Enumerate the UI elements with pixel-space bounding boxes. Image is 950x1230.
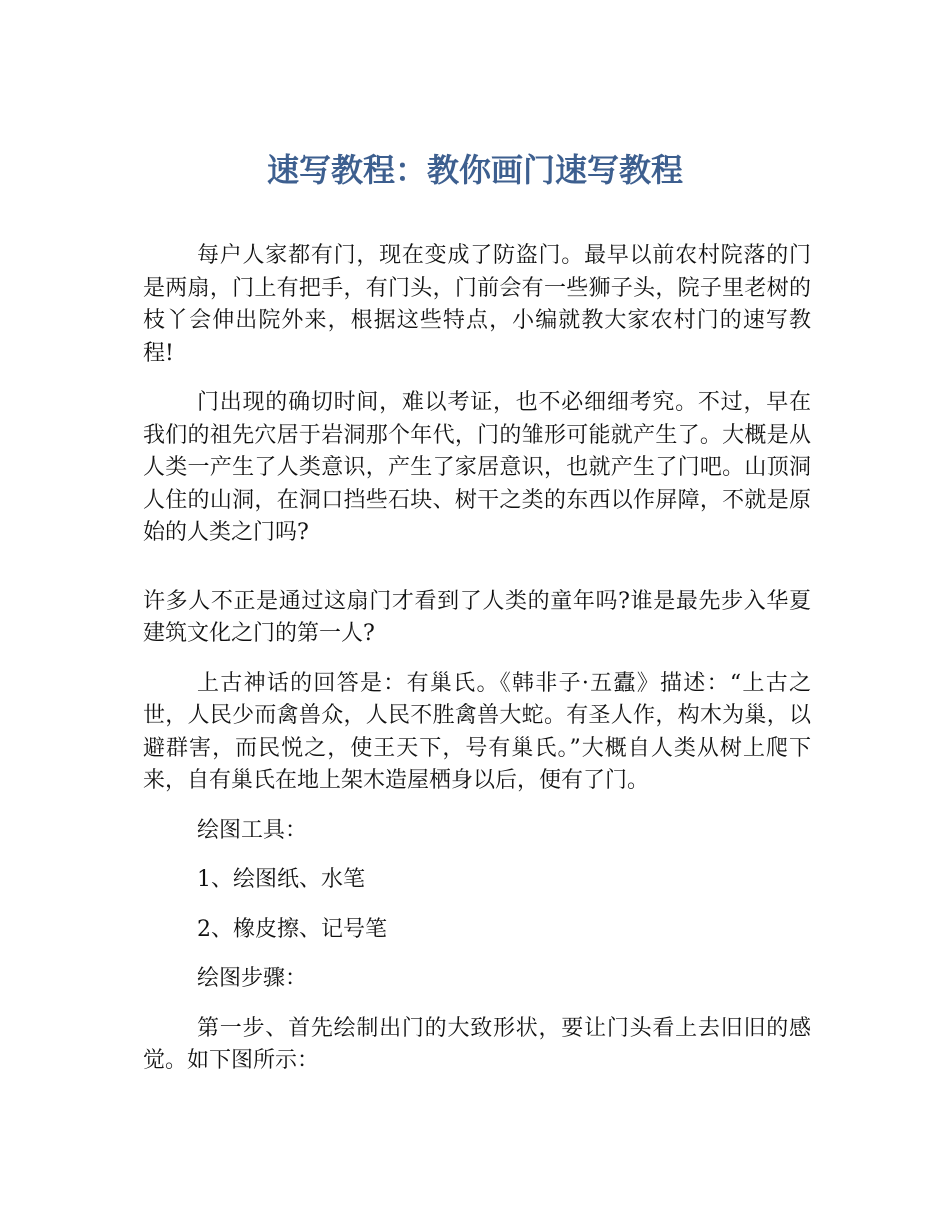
paragraph-door-origin: 门出现的确切时间，难以考证，也不必细细考究。不过，早在我们的祖先穴居于岩洞那个年代，门的雏形可能就产生了。大概是从人类一产生了人类意识，产生了家居意识，也就产生了门吧。山顶洞人住的山洞，在洞口挡些石块、树干之类的东西以作屏障，不就是原始的人类之门吗? bbox=[143, 390, 811, 545]
paragraph-question: 许多人不正是通过这扇门才看到了人类的童年吗?谁是最先步入华夏建筑文化之门的第一人? bbox=[143, 588, 811, 646]
steps-heading: 绘图步骤： bbox=[197, 966, 308, 991]
tool-item-2: 2、橡皮擦、记号笔 bbox=[197, 916, 387, 942]
article-body bbox=[143, 240, 811, 1095]
paragraph-youchao: 上古神话的回答是：有巢氏。《韩非子·五蠹》描述：“上古之世，人民少而禽兽众，人民不胜禽兽大蛇。有圣人作，构木为巢，以避群害，而民悦之，使王天下，号有巢氏。”大概自人类从树上爬下来，自有巢氏在地上架木造屋栖身以后，便有了门。 bbox=[143, 670, 811, 793]
tools-heading: 绘图工具： bbox=[197, 817, 308, 843]
step-1: 第一步、首先绘制出门的大致形状，要让门头看上去旧旧的感觉。如下图所示： bbox=[143, 1015, 811, 1073]
tool-item-1: 1、绘图纸、水笔 bbox=[197, 867, 365, 892]
paragraph-intro: 每户人家都有门，现在变成了防盗门。最早以前农村院落的门是两扇，门上有把手，有门头，门前会有一些狮子头，院子里老树的枝丫会伸出院外来，根据这些特点，小编就教大家农村门的速写教程! bbox=[143, 243, 811, 366]
page-title: 速写教程：教你画门速写教程 bbox=[266, 151, 683, 189]
